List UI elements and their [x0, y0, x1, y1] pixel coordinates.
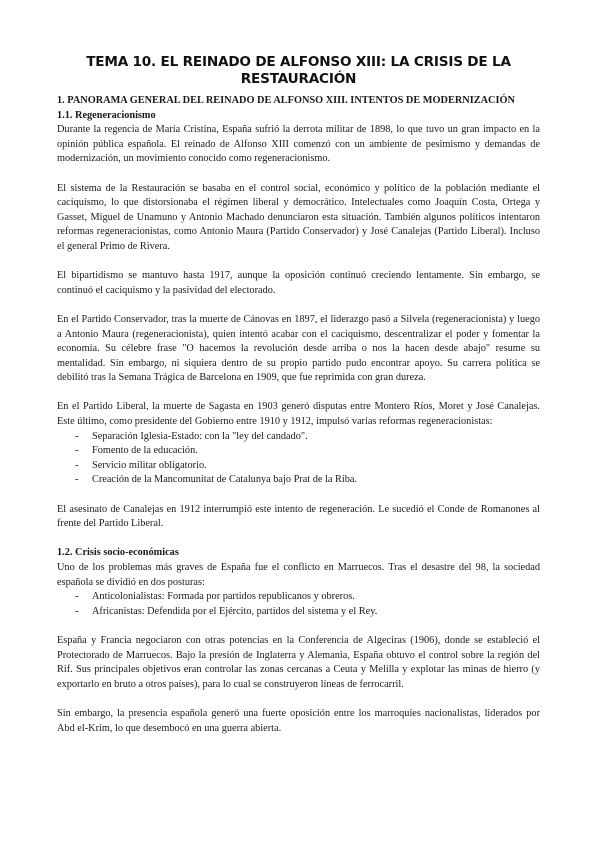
paragraph: España y Francia negociaron con otras potencias en la Conferencia de Algeciras (1906), donde se estableció el Protectorado de Marruecos. Bajo la presión de Inglaterra y Alemania, España obtuvo el control sobre la región del Rif. Sus principales objetivos eran controlar las zonas cercanas a Ceuta y Melilla y explotar las minas de hierro (y exportarlo en bruto a otros países), para lo cual se construyeron líneas de ferrocarril. — [57, 634, 540, 690]
paragraph-spacer — [57, 488, 540, 503]
paragraph-spacer — [57, 619, 540, 634]
document-body — [57, 54, 540, 736]
paragraph-spacer — [57, 692, 540, 707]
subsection-heading-1-1: 1.1. Regeneracionismo — [57, 109, 156, 121]
paragraph-spacer — [57, 298, 540, 313]
paragraph-spacer — [57, 532, 540, 547]
paragraph: El sistema de la Restauración se basaba en el control social, económico y político de la población mediante el caciquismo, lo que distorsionaba el régimen liberal y democrático. Intelectuales como Joaquín Costa, Ortega y Gasset, Miguel de Unamuno y Antonio Machado denunciaron esta situación. También algunos políticos intentaron reformas regeneracionistas, como Antonio Maura (Partido Conservador) y José Canalejas (Partido Liberal). Incluso el general Primo de Rivera. — [57, 182, 540, 252]
posture-list — [57, 590, 540, 619]
list-item: - Creación de la Mancomunitat de Catalunya bajo Prat de la Riba. — [57, 473, 540, 488]
list-item: - Anticolonialistas: Formada por partidos republicanos y obreros. — [57, 590, 540, 605]
paragraph: El bipartidismo se mantuvo hasta 1917, aunque la oposición continuó creciendo lentamente. Sin embargo, se continuó el caciquismo y la pasividad del electorado. — [57, 270, 540, 296]
paragraph: Durante la regencia de María Cristina, España sufrió la derrota militar de 1898, lo que tuvo un gran impacto en la opinión pública española. El reinado de Alfonso XIII comenzó con un ambiente de pesimismo y demandas de modernización, un movimiento conocido como regeneracionismo. — [57, 124, 540, 165]
list-item: - Africanistas: Defendida por el Ejército, partidos del sistema y el Rey. — [57, 605, 540, 620]
list-item: - Fomento de la educación. — [57, 444, 540, 459]
reform-list — [57, 430, 540, 488]
paragraph-spacer — [57, 167, 540, 182]
paragraph: En el Partido Liberal, la muerte de Sagasta en 1903 generó disputas entre Montero Ríos, Moret y José Canalejas. Este último, como presidente del Gobierno entre 1910 y 1912, impulsó varias reformas regeneracionistas: — [57, 401, 540, 428]
paragraph-spacer — [57, 386, 540, 401]
paragraph: El asesinato de Canalejas en 1912 interrumpió este intento de regeneración. Le sucedió el Conde de Romanones al frente del Partido Liberal. — [57, 503, 540, 530]
paragraph: Uno de los problemas más graves de España fue el conflicto en Marruecos. Tras el desastre del 98, la sociedad española se dividió en dos posturas: — [57, 562, 540, 588]
subsection-heading-1-2: 1.2. Crisis socio-económicas — [57, 547, 179, 559]
list-item: - Servicio militar obligatorio. — [57, 459, 540, 474]
section-heading-1: 1. PANORAMA GENERAL DEL REINADO DE ALFONSO XIII. INTENTOS DE MODERNIZACIÓN — [57, 95, 515, 106]
paragraph: Sin embargo, la presencia española generó una fuerte oposición entre los marroquíes nacionalistas, liderados por Abd el-Krim, lo que desembocó en una guerra abierta. — [57, 707, 540, 734]
paragraph-spacer — [57, 255, 540, 270]
paragraph: En el Partido Conservador, tras la muerte de Cánovas en 1897, el liderazgo pasó a Silvela (regeneracionista) y luego a Antonio Maura (regeneracionista), quien intentó acabar con el caciquismo, descentralizar el poder y fomentar la economía. Su célebre frase "O hacemos la revolución desde arriba o nos la hacen desde abajo" resume su mentalidad. Sin embargo, ni siquiera dentro de su propio partido pudo encontrar apoyo. Su carrera política se debilitó tras la Semana Trágica de Barcelona en 1909, que fue reprimida con gran dureza. — [57, 313, 540, 384]
document-title: TEMA 10. EL REINADO DE ALFONSO XIII: LA CRISIS DE LA RESTAURACIÓN — [86, 54, 511, 87]
list-item: - Separación Iglesia-Estado: con la "ley del candado". — [57, 430, 540, 445]
